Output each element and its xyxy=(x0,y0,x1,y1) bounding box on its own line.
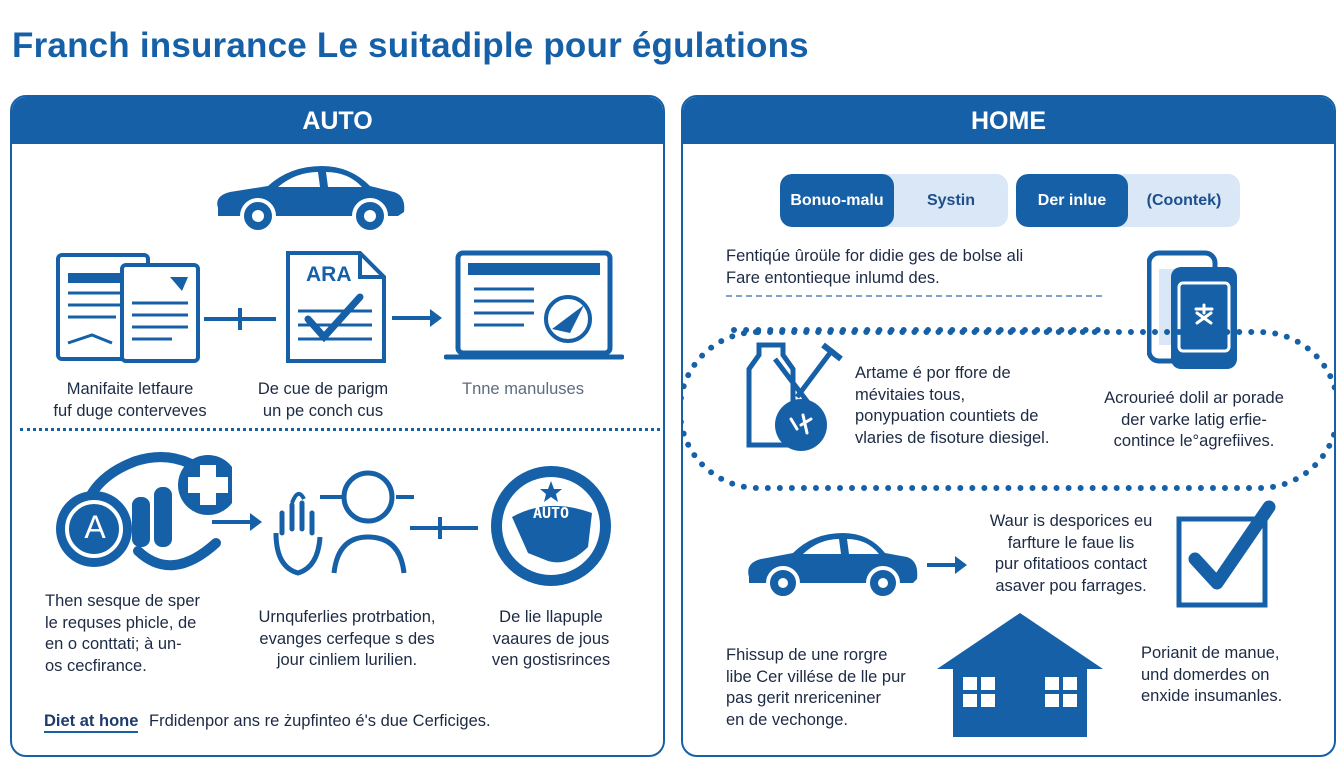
car-line: pur ofitatioos contact xyxy=(994,555,1148,573)
caption-hand-person xyxy=(232,607,462,672)
bottom-line: und domerdes on xyxy=(1141,665,1270,684)
intro-underline xyxy=(726,295,1102,297)
middle-line: vlaries de fisoture diesigel. xyxy=(855,428,1050,447)
bottom-right-text xyxy=(1141,643,1282,708)
documents-icon xyxy=(52,247,202,365)
auto-footer xyxy=(44,711,491,733)
caption-line: De lie llapuple xyxy=(499,608,603,626)
badge-letter: A xyxy=(84,509,106,545)
middle-line: Artame é por ffore de xyxy=(855,364,1011,382)
caption-line: De cue de parigm xyxy=(257,380,389,398)
caption-line: Urnquferlies protrbation, xyxy=(258,608,436,626)
caption-documents xyxy=(30,379,230,422)
middle-right-text xyxy=(1089,388,1299,453)
car-line: Waur is desporices eu xyxy=(989,512,1153,530)
caption-line: en o conttati; à un- xyxy=(45,635,182,653)
middle-line: contince le°agrefiives. xyxy=(1113,432,1275,450)
caption-signed-document xyxy=(238,379,408,422)
oval-top-divider xyxy=(731,327,1101,333)
bottom-line: pas gerit nrericeniner xyxy=(726,689,881,707)
people-badge-icon xyxy=(52,443,232,583)
pill-label-primary: Der inlue xyxy=(1016,174,1128,227)
dotted-divider xyxy=(20,428,660,431)
pill-label-secondary: Systin xyxy=(926,191,975,209)
bottom-line: libe Cer villése de lle pur xyxy=(726,667,906,686)
bottom-line: enxide insumanles. xyxy=(1141,687,1283,705)
caption-auto-seal xyxy=(466,607,636,672)
signed-document-icon xyxy=(284,249,388,365)
bottom-line: Fhissup de une rorgre xyxy=(726,646,888,664)
der-inlue-pill[interactable] xyxy=(1016,174,1240,227)
home-panel-header: HOME xyxy=(683,97,1334,144)
caption-people-badge xyxy=(45,591,200,677)
arrow-right-icon xyxy=(392,305,444,331)
footer-text: Frdidenpor ans re żupfinteo é's due Cerficiges. xyxy=(149,712,491,730)
hand-person-icon xyxy=(268,463,418,581)
plus-connector-icon xyxy=(204,304,276,334)
laptop-icon xyxy=(444,249,624,367)
middle-line: Acrourieé dolil ar porade xyxy=(1104,389,1284,407)
caption-line: le requses phicle, de xyxy=(45,613,197,632)
caption-line: Manifaite letfaure xyxy=(66,380,194,398)
bottle-tools-icon xyxy=(739,341,845,457)
home-intro-text xyxy=(726,246,1023,289)
document-label: ARA xyxy=(306,263,352,286)
bottom-line: en de vechonge. xyxy=(726,710,849,729)
bottom-line: Porianit de manue, xyxy=(1141,644,1280,662)
arrow-right-icon xyxy=(212,509,264,535)
middle-left-text xyxy=(855,363,1049,449)
caption-line: Tnne manuluses xyxy=(462,380,584,398)
intro-line: Fentiqúe ûroüle for didie ges de bolse ali xyxy=(726,247,1024,265)
auto-panel xyxy=(10,95,665,757)
caption-line: ven gostisrinces xyxy=(491,651,611,669)
bottom-left-text xyxy=(726,645,906,731)
caption-laptop xyxy=(438,379,608,401)
caption-line: Then sesque de sper xyxy=(45,592,201,610)
home-panel xyxy=(681,95,1336,757)
seal-label: AUTO xyxy=(532,504,570,522)
page-title: Franch insurance Le suitadiple pour égulations xyxy=(12,26,809,65)
caption-line: os cecfirance. xyxy=(45,656,147,675)
auto-panel-header: AUTO xyxy=(12,97,663,144)
middle-line: mévitaies tous, xyxy=(855,385,966,404)
caption-line: evanges cerfeque s des xyxy=(259,629,435,648)
caption-line: jour cinliem lurilien. xyxy=(276,651,418,669)
middle-line: der varke latig erfie- xyxy=(1121,410,1267,429)
caption-line: un pe conch cus xyxy=(262,401,384,420)
diet-at-home-link[interactable]: Diet at hone xyxy=(44,712,138,733)
car-icon xyxy=(210,160,410,236)
arrow-right-icon xyxy=(927,553,969,577)
bonus-malus-pill[interactable] xyxy=(780,174,1008,227)
caption-line: vaaures de jous xyxy=(492,629,610,648)
middle-line: ponypuation countiets de xyxy=(855,407,1039,425)
caption-line: fuf duge conterveves xyxy=(53,401,207,420)
auto-seal-icon xyxy=(488,463,614,589)
plus-connector-icon xyxy=(410,513,478,543)
car-line: asaver pou farrages. xyxy=(995,576,1147,595)
pill-label-primary: Bonuo-malu xyxy=(780,174,894,227)
car-line: farfture le faue lis xyxy=(1007,533,1135,552)
car-description-text xyxy=(971,511,1171,597)
house-icon xyxy=(935,611,1105,741)
car-icon xyxy=(743,525,921,605)
pill-label-secondary: (Coontek) xyxy=(1146,191,1222,209)
intro-line: Fare entontieque inlumd des. xyxy=(726,268,940,287)
checkbox-checked-icon xyxy=(1175,497,1279,613)
